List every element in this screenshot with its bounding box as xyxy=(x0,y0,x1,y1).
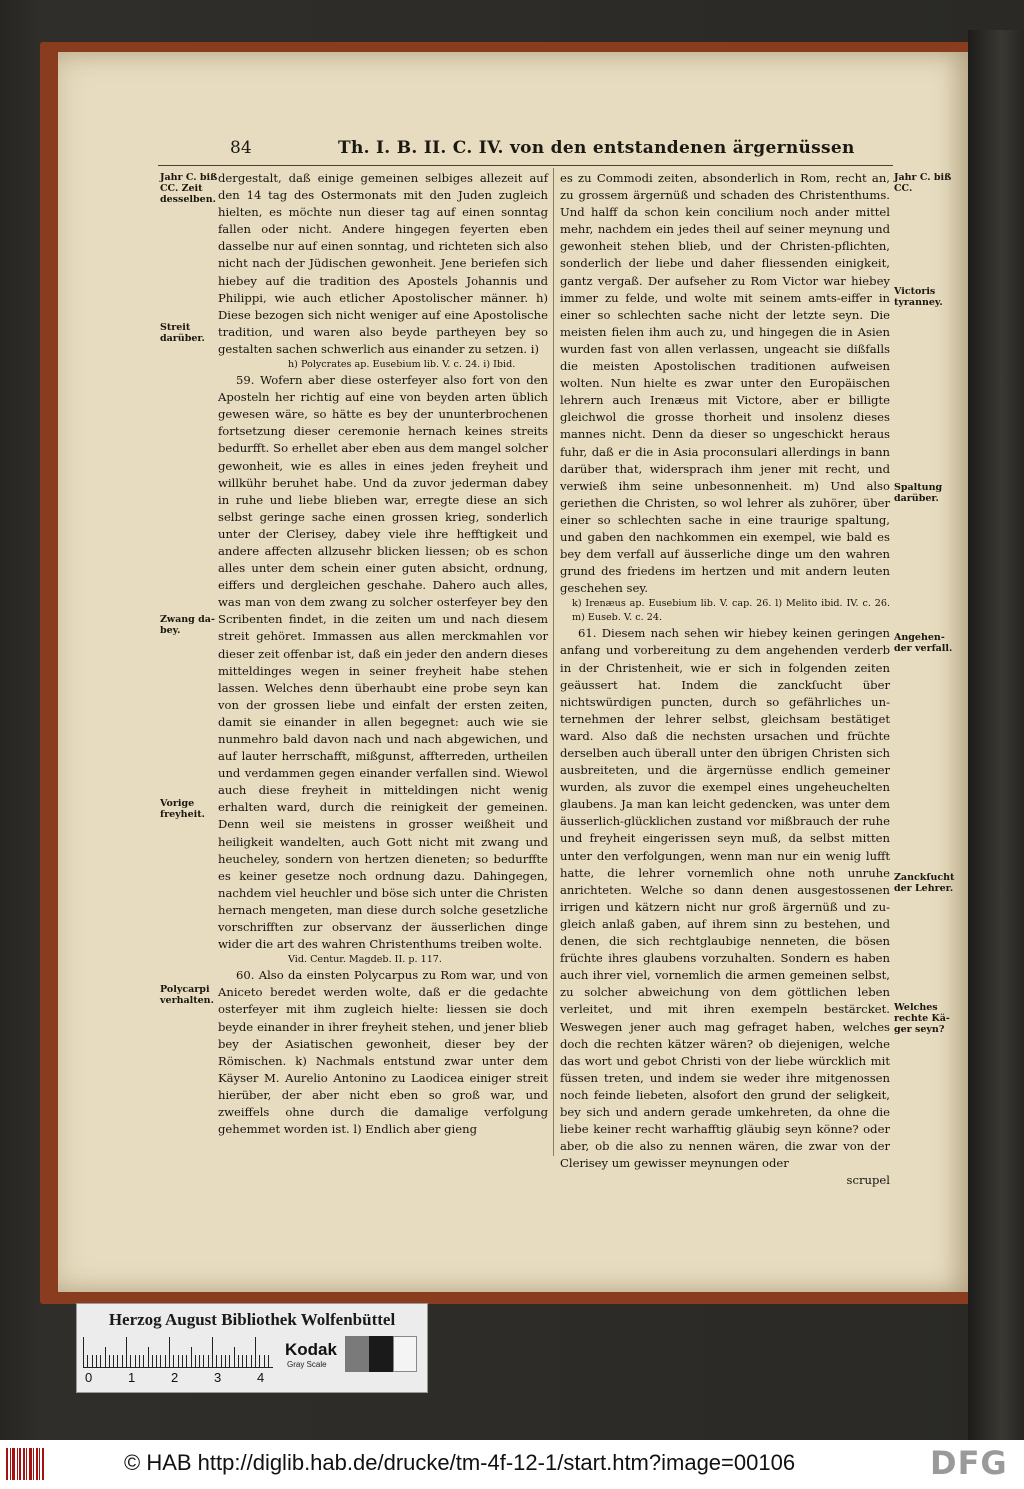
margin-note-left: Zwang dabey. xyxy=(160,614,215,636)
scale-tick xyxy=(92,1355,93,1367)
scale-tick xyxy=(203,1355,204,1367)
scale-tick xyxy=(113,1355,114,1367)
scale-tick xyxy=(160,1355,161,1367)
barcode-bar xyxy=(6,1448,8,1480)
barcode-bar xyxy=(42,1448,44,1480)
library-title: Herzog August Bibliothek Wolfenbüttel xyxy=(108,1310,396,1329)
scale-number: 0 xyxy=(85,1370,93,1385)
margin-note-right: Angehender verfall. xyxy=(894,632,953,654)
scale-tick xyxy=(148,1347,149,1367)
scale-tick xyxy=(186,1355,187,1367)
scale-tick xyxy=(117,1355,118,1367)
copyright-link[interactable]: © HAB http://diglib.hab.de/drucke/tm-4f-12-1/start.htm?image=00106 xyxy=(124,1450,796,1475)
margin-note-right: Jahr C. biß CC. xyxy=(894,172,952,194)
barcode-bar xyxy=(23,1448,25,1480)
scale-tick xyxy=(122,1355,123,1367)
scale-tick xyxy=(182,1355,183,1367)
gray-scale-label: Gray Scale xyxy=(287,1360,327,1369)
margin-note-right: Welches rechte Käger seyn? xyxy=(894,1002,950,1035)
barcode-bar xyxy=(36,1448,38,1480)
header-rule xyxy=(158,165,893,166)
scale-tick xyxy=(264,1355,265,1367)
left-column xyxy=(218,170,548,1138)
measurement-scale xyxy=(83,1337,273,1368)
right-column xyxy=(560,170,890,1189)
scale-tick xyxy=(143,1355,144,1367)
margin-note-right: Zanckſucht der Lehrer. xyxy=(894,872,955,894)
dfg-logo: DFG xyxy=(930,1444,1008,1482)
paragraph: dergestalt, daß einige gemeinen selbiges allezeit auf den 14 tag des Ostermonats mit den Juden zugleich hielten, es möchte nun dieser tag auf einen sonntag fallen oder nicht. Andere hingegen feyerten eben dasselbe nur auf einen sonntag, und richteten sich also nicht nach der Jüdischen gewonheit. Jene beriefen sich hiebey auf die tradition des Apostels Johannis und Philippi, wie auch etlicher Apostolischer männer. h) Diese bezogen sich nicht weniger auf eine Apostolische tradition, und waren also beyde partheyen bey so gestalten sachen schwerlich aus einander zu setzen. i) xyxy=(218,171,548,356)
scale-tick xyxy=(212,1337,213,1367)
scale-tick xyxy=(156,1355,157,1367)
scale-tick xyxy=(268,1355,269,1367)
margin-note-left: Polycarpi verhalten. xyxy=(160,984,214,1006)
barcode-bar xyxy=(29,1448,32,1480)
scale-tick xyxy=(126,1337,127,1367)
margin-note-left: Jahr C. biß CC. Zeit desselben. xyxy=(160,172,218,205)
library-color-strip xyxy=(76,1303,428,1393)
barcode-bar xyxy=(26,1448,27,1480)
scale-tick xyxy=(100,1355,101,1367)
footnote: h) Polycrates ap. Eusebium lib. V. c. 24. i) Ibid. xyxy=(288,359,516,371)
footnote: k) Irenæus ap. Eusebium lib. V. cap. 26. l) Melito ibid. IV. c. 26. m) Euseb. V. c. 24. xyxy=(572,598,890,624)
black-swatch xyxy=(369,1336,393,1372)
book-spine xyxy=(968,30,1024,1440)
scale-tick xyxy=(246,1355,247,1367)
scale-number: 2 xyxy=(171,1370,179,1385)
catchword: scrupel xyxy=(846,1173,890,1188)
barcode-icon xyxy=(6,1448,44,1480)
scale-tick xyxy=(83,1337,84,1367)
margin-note-right: Spaltung darüber. xyxy=(894,482,943,504)
scale-tick xyxy=(105,1347,106,1367)
paragraph: 59. Wofern aber diese osterfeyer also fort von den Aposteln her richtig auf eine von beyden arten üblich gewesen wäre, so hätte es bey der ununterbrochenen fortsetzung dieser ceremonie hernach keines streits bedurfft. So erhellet aber eben aus dem mangel solcher gewonheit, wie es alles in eines jeden freyheit und willkühr beruhet habe. Und da zuvor jederman dabey in ruhe und liebe blieben war, erregte diese an sich selbst geringe sache einen grossen krieg, sonderlich unter der Clerisey, dabey viele ihre hefftigkeit und andere affecten allzusehr blicken liessen; ob es schon alles unter dem schein einer guten absicht, ordnung, eiffers und dergleichen geschahe. Dahero auch alles, was man von dem zwang zu solcher osterfeyer bey den Scribenten findet, in die zeiten um und nach diesem streit gehöret. Immassen aus allen merckmahlen vor dieser zeit offenbar ist, daß ein jeder den andern dieses mitteldinges wegen in seiner freyheit habe stehen lassen. Welches denn überhaubt eine probe seyn kan von der grossen liebe und einfalt der ersten zeiten, damit sie einander in allen begegnet: auch wie sie nunmehro bald davon nach und nach abgewichen, und auf lauter herrschafft, mißgunst, affterreden, urtheilen und verdammen gegen einander verfallen sind. Wiewol auch diese freyheit in mitteldingen nicht wenig erhalten ward, durch die reinigkeit der gemeinen. Denn weil sie meistens in grosser weißheit und heiligkeit wandelten, auch Gott nicht mit zwang und heucheley, sondern von hertzen dieneten; so bedurffte es keiner gesetze noch ordnung dazu. Dahingegen, nachdem viel heuchler und böse sich unter die Christen hernach mengeten, man diese durch solche gesetzliche vorschrifften zur observanz der äusserlichen dinge wider die art des wahren Christenthums treiben wolte. xyxy=(218,373,548,952)
paragraph: es zu Commodi zeiten, absonderlich in Rom, recht an, zu grossem ärgernüß und schaden des Christenthums. Und halff da schon kein concilium noch ander mittel mehr, nachdem ein jedes theil auf seiner meynung und gewonheit stehen blieb, und der Christen-pflichten, sonderlich der liebe und daher fliessenden einigkeit, gantz vergaß. Der aufseher zu Rom Victor war hiebey immer zu felde, und wolte mit seinem amts-eiffer in einer so schlechten sache nicht der letzte seyn. Die meisten fielen ihm auch zu, und hingegen die in Asien wurden fast von allen verlassen, ungeacht sie dißfalls die meisten Apostolischen traditionen aufweisen wolten. Nun hielte es zwar unter den Europäischen lehrern auch Irenæus mit Victore, aber er billigte gleichwol die grosse thorheit und insolenz dieses mannes nicht. Denn da dieser so ungeschickt heraus fuhr, daß er die in Asia proconsulari allerdings in bann darüber that, widersprach ihm jener mit recht, und verwieß ihm seine unbesonnenheit. m) Und also geriethen die Christen, so wol lehrer als zuhörer, über einer so schlechten sache in eine traurige spaltung, und gaben den nachkommen ein exempel, wie bald es bey dem verfall auf äusserliche dinge um den wahren grund des friedens im hertzen und mit andern leuten geschehen sey. xyxy=(560,171,890,596)
barcode-bar xyxy=(19,1448,21,1480)
footer-bar xyxy=(0,1440,1024,1489)
barcode-bar xyxy=(10,1448,11,1480)
margin-note-left: Streit darüber. xyxy=(160,322,205,344)
scale-number: 3 xyxy=(214,1370,222,1385)
scale-tick xyxy=(165,1355,166,1367)
scale-tick xyxy=(259,1355,260,1367)
barcode-bar xyxy=(12,1448,15,1480)
scale-tick xyxy=(255,1337,256,1367)
scale-tick xyxy=(195,1355,196,1367)
white-swatch xyxy=(393,1336,417,1372)
running-head: Th. I. B. II. C. IV. von den entstandenen ärgernüssen xyxy=(338,138,855,158)
scale-tick xyxy=(229,1355,230,1367)
scale-tick xyxy=(152,1355,153,1367)
barcode-bar xyxy=(33,1448,34,1480)
scale-tick xyxy=(139,1355,140,1367)
scale-tick xyxy=(216,1355,217,1367)
column-divider xyxy=(553,168,554,1156)
scale-tick xyxy=(238,1355,239,1367)
scale-tick xyxy=(109,1355,110,1367)
margin-note-left: Vorige freyheit. xyxy=(160,798,205,820)
gray-swatch xyxy=(345,1336,369,1372)
scale-tick xyxy=(234,1347,235,1367)
scale-tick xyxy=(221,1355,222,1367)
scale-tick xyxy=(169,1337,170,1367)
page-number: 84 xyxy=(230,138,252,158)
scale-tick xyxy=(178,1355,179,1367)
scale-tick xyxy=(87,1355,88,1367)
scale-tick xyxy=(208,1355,209,1367)
scale-tick xyxy=(199,1355,200,1367)
paragraph: 61. Diesem nach sehen wir hiebey keinen geringen anfang und vorbereitung zu dem angehenden verderb in der Christenheit, wie er sich in folgenden zeiten geäussert hat. Indem die zanckſucht über nichtswürdigen puncten, durch so gefährliches unternehmen der lehrer selbst, gleichsam bestätiget ward. Also daß die nechsten ursachen und früchte derselben auch überall unter den übrigen Christen sich ausbreiteten, und die ärgernüsse endlich gemeiner wurden, als zuvor die exempel eines ungeheuchelten glaubens. Ja man kan leicht gedencken, was unter dem äusserlich-glücklichen zustand vor mißbrauch der ruhe und freyheit eingerissen seyn muß, da selbst mitten unter den verfolgungen, wenn man nur ein wenig lufft hatte, die lehrer vornemlich ohne noth unruhe anrichteten. Welche so dann denen ausgestossenen irrigen und kätzern nicht nur groß ärgernüß und zugleich anlaß gaben, auf ihrem sinn zu bestehen, und denen, die sich rechtglaubige nenneten, die bösen früchte ihres glaubens vorzuhalten. Sondern es haben auch ihrer viel, vornemlich die armen gemeinen selbst, zu solcher abweichung von dem göttlichen leben verleitet, und mit ihren exempeln bestärcket. Weswegen jener auch mag gefraget haben, welches doch die rechten kätzer wären? ob diejenigen, welche das wort und gebot Christi von der liebe würcklich mit füssen treten, und indem sie weder ihre mitgenossen noch feinde liebeten, alsofort den grund der seligkeit, bey sich und andern gerade umkehreten, da ohne die liebe keiner recht warhafftig gläubig seyn könne? oder aber, ob die also zu nennen wären, die zwar von der Clerisey um gewisser meynungen oder xyxy=(560,626,890,1171)
scale-tick xyxy=(225,1355,226,1367)
scale-tick xyxy=(251,1355,252,1367)
scale-tick xyxy=(173,1355,174,1367)
scale-tick xyxy=(130,1355,131,1367)
page-header xyxy=(230,138,930,164)
kodak-logo: Kodak xyxy=(285,1340,337,1359)
barcode-bar xyxy=(17,1448,18,1480)
scale-tick xyxy=(191,1347,192,1367)
scale-tick xyxy=(135,1355,136,1367)
scale-tick xyxy=(96,1355,97,1367)
margin-note-right: Victoris tyranney. xyxy=(894,286,943,308)
scale-number: 4 xyxy=(257,1370,265,1385)
scale-tick xyxy=(242,1355,243,1367)
barcode-bar xyxy=(39,1448,40,1480)
paragraph: 60. Also da einsten Polycarpus zu Rom war, und von Aniceto beredet werden wolte, daß er die gedachte osterfeyer mit ihm zugleich hielte: liessen sie doch beyde einander in ihrer freyheit stehen, und jener blieb bey der Asiatischen gewonheit, dieser bey der Römischen. k) Nachmals entstund zwar unter dem Käyser M. Aurelio Antonino zu Laodicea einiger streit hierüber, der aber nicht eben so groß war, und zweiffels ohne durch die damalige verfolgung gehemmet worden ist. l) Endlich aber gieng xyxy=(218,968,548,1137)
scale-number: 1 xyxy=(128,1370,136,1385)
footnote: Vid. Centur. Magdeb. II. p. 117. xyxy=(288,954,442,966)
